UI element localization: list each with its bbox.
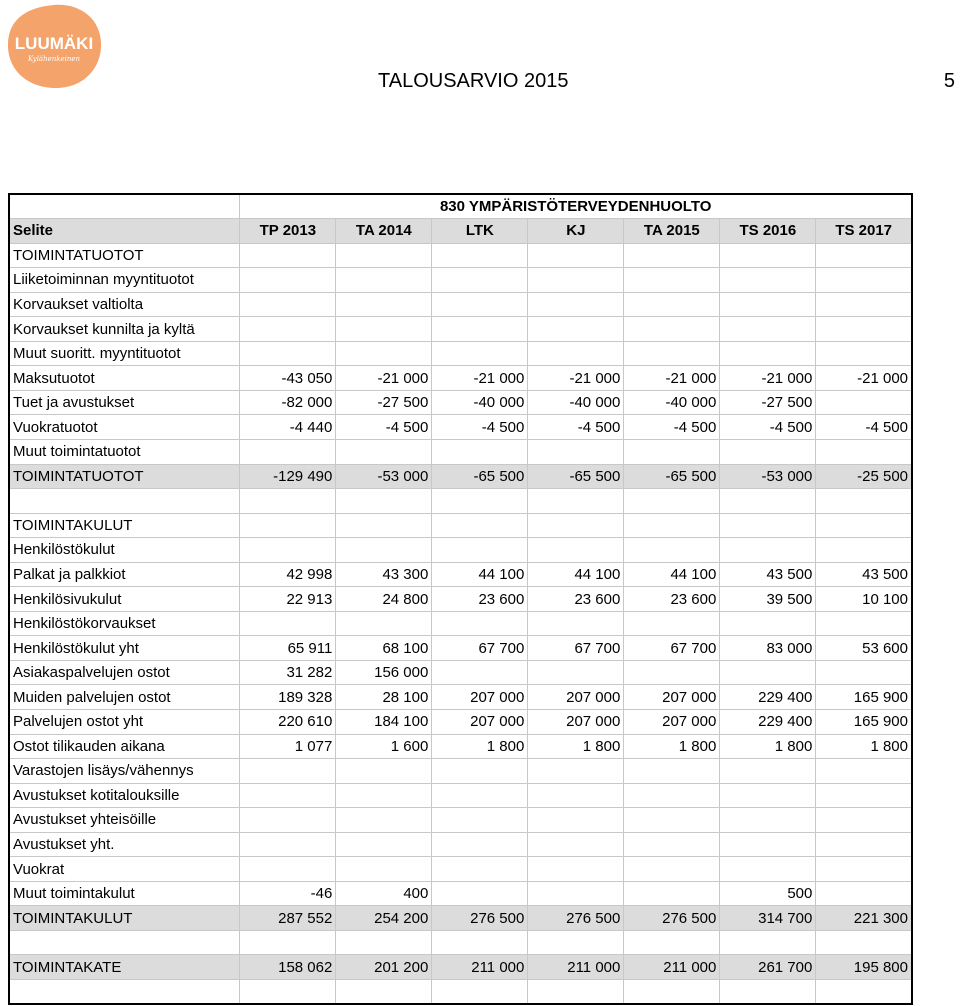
- value-cell: 500: [720, 881, 816, 906]
- value-cell: [816, 268, 912, 293]
- budget-table: [8, 193, 913, 1005]
- value-cell: 22 913: [240, 587, 336, 612]
- row-label: Vuokratuotot: [9, 415, 240, 440]
- value-cell: [336, 341, 432, 366]
- table-row: [9, 538, 912, 563]
- row-label: Muut toimintatuotot: [9, 439, 240, 464]
- table-row: [9, 783, 912, 808]
- luumaki-logo: [6, 3, 102, 89]
- value-cell: [624, 317, 720, 342]
- total-row: [9, 955, 912, 980]
- value-cell: -21 000: [816, 366, 912, 391]
- value-cell: 207 000: [528, 685, 624, 710]
- value-cell: [624, 660, 720, 685]
- value-cell: [528, 439, 624, 464]
- value-cell: -129 490: [240, 464, 336, 489]
- value-cell: 158 062: [240, 955, 336, 980]
- value-cell: 195 800: [816, 955, 912, 980]
- value-cell: 211 000: [432, 955, 528, 980]
- row-label: [9, 489, 240, 514]
- column-header: LTK: [432, 219, 528, 244]
- value-cell: [336, 857, 432, 882]
- row-label: Henkilösivukulut: [9, 587, 240, 612]
- value-cell: 10 100: [816, 587, 912, 612]
- value-cell: 165 900: [816, 709, 912, 734]
- value-cell: -4 500: [336, 415, 432, 440]
- table-row: [9, 341, 912, 366]
- value-cell: [336, 513, 432, 538]
- row-label: Vuokrat: [9, 857, 240, 882]
- value-cell: -4 500: [720, 415, 816, 440]
- value-cell: 1 800: [624, 734, 720, 759]
- value-cell: [432, 930, 528, 955]
- value-cell: [432, 341, 528, 366]
- value-cell: [528, 660, 624, 685]
- value-cell: -40 000: [528, 390, 624, 415]
- value-cell: [432, 243, 528, 268]
- value-cell: [432, 783, 528, 808]
- value-cell: [240, 513, 336, 538]
- column-header: KJ: [528, 219, 624, 244]
- value-cell: [336, 538, 432, 563]
- value-cell: 207 000: [624, 685, 720, 710]
- value-cell: [624, 881, 720, 906]
- value-cell: 287 552: [240, 906, 336, 931]
- row-label: TOIMINTATUOTOT: [9, 464, 240, 489]
- value-cell: -27 500: [336, 390, 432, 415]
- value-cell: [528, 489, 624, 514]
- row-label: TOIMINTAKULUT: [9, 906, 240, 931]
- row-label: Avustukset yhteisöille: [9, 808, 240, 833]
- value-cell: [720, 489, 816, 514]
- value-cell: [816, 759, 912, 784]
- value-cell: 31 282: [240, 660, 336, 685]
- value-cell: [720, 980, 816, 1005]
- value-cell: 207 000: [528, 709, 624, 734]
- value-cell: [816, 930, 912, 955]
- table-row: [9, 636, 912, 661]
- column-header: TA 2015: [624, 219, 720, 244]
- value-cell: 220 610: [240, 709, 336, 734]
- value-cell: [816, 489, 912, 514]
- value-cell: [720, 439, 816, 464]
- value-cell: 43 500: [816, 562, 912, 587]
- value-cell: [240, 611, 336, 636]
- value-cell: [624, 243, 720, 268]
- value-cell: [240, 243, 336, 268]
- column-header: Selite: [9, 219, 240, 244]
- value-cell: [816, 390, 912, 415]
- value-cell: 207 000: [432, 709, 528, 734]
- table-row: [9, 317, 912, 342]
- value-cell: -25 500: [816, 464, 912, 489]
- table-row: [9, 930, 912, 955]
- logo-tagline: Kylähenkeinen: [27, 55, 81, 63]
- value-cell: [528, 759, 624, 784]
- value-cell: -4 440: [240, 415, 336, 440]
- value-cell: [528, 268, 624, 293]
- value-cell: [816, 243, 912, 268]
- value-cell: -65 500: [528, 464, 624, 489]
- value-cell: [528, 243, 624, 268]
- value-cell: [432, 660, 528, 685]
- value-cell: [528, 611, 624, 636]
- logo-name: LUUMÄKI: [14, 34, 94, 53]
- value-cell: -21 000: [720, 366, 816, 391]
- column-header: TS 2017: [816, 219, 912, 244]
- value-cell: 211 000: [528, 955, 624, 980]
- value-cell: [528, 930, 624, 955]
- value-cell: 39 500: [720, 587, 816, 612]
- value-cell: [240, 832, 336, 857]
- value-cell: [528, 783, 624, 808]
- value-cell: 43 500: [720, 562, 816, 587]
- value-cell: 1 800: [816, 734, 912, 759]
- value-cell: 23 600: [432, 587, 528, 612]
- value-cell: -21 000: [336, 366, 432, 391]
- value-cell: 189 328: [240, 685, 336, 710]
- value-cell: [816, 341, 912, 366]
- value-cell: 68 100: [336, 636, 432, 661]
- row-label: Asiakaspalvelujen ostot: [9, 660, 240, 685]
- value-cell: [432, 317, 528, 342]
- table-row: [9, 685, 912, 710]
- value-cell: [720, 243, 816, 268]
- row-label: Varastojen lisäys/vähennys: [9, 759, 240, 784]
- value-cell: 276 500: [528, 906, 624, 931]
- table-row: [9, 734, 912, 759]
- value-cell: -21 000: [624, 366, 720, 391]
- value-cell: [624, 513, 720, 538]
- value-cell: -4 500: [816, 415, 912, 440]
- column-header: TS 2016: [720, 219, 816, 244]
- value-cell: [336, 243, 432, 268]
- value-cell: [240, 808, 336, 833]
- value-cell: [624, 783, 720, 808]
- value-cell: [432, 268, 528, 293]
- table-row: [9, 611, 912, 636]
- value-cell: [336, 489, 432, 514]
- value-cell: 43 300: [336, 562, 432, 587]
- value-cell: 1 600: [336, 734, 432, 759]
- total-row: [9, 464, 912, 489]
- table-row: [9, 832, 912, 857]
- table-row: [9, 292, 912, 317]
- value-cell: 221 300: [816, 906, 912, 931]
- value-cell: [816, 881, 912, 906]
- value-cell: [336, 268, 432, 293]
- value-cell: [528, 857, 624, 882]
- section-title: 830 YMPÄRISTÖTERVEYDENHUOLTO: [240, 194, 912, 219]
- value-cell: [816, 513, 912, 538]
- value-cell: 67 700: [432, 636, 528, 661]
- row-label: Korvaukset valtiolta: [9, 292, 240, 317]
- total-row: [9, 906, 912, 931]
- value-cell: [720, 292, 816, 317]
- value-cell: -53 000: [336, 464, 432, 489]
- value-cell: 400: [336, 881, 432, 906]
- row-label: Liiketoiminnan myyntituotot: [9, 268, 240, 293]
- value-cell: [816, 808, 912, 833]
- value-cell: [720, 832, 816, 857]
- value-cell: [816, 292, 912, 317]
- value-cell: [432, 881, 528, 906]
- value-cell: 229 400: [720, 709, 816, 734]
- value-cell: 23 600: [528, 587, 624, 612]
- row-label: Palkat ja palkkiot: [9, 562, 240, 587]
- value-cell: 67 700: [528, 636, 624, 661]
- value-cell: [240, 783, 336, 808]
- value-cell: [816, 611, 912, 636]
- value-cell: [720, 759, 816, 784]
- value-cell: [720, 660, 816, 685]
- value-cell: [816, 783, 912, 808]
- value-cell: [432, 611, 528, 636]
- value-cell: [528, 341, 624, 366]
- value-cell: -40 000: [624, 390, 720, 415]
- value-cell: 23 600: [624, 587, 720, 612]
- value-cell: -53 000: [720, 464, 816, 489]
- value-cell: 207 000: [624, 709, 720, 734]
- table-row: [9, 881, 912, 906]
- table-row: [9, 587, 912, 612]
- value-cell: [240, 930, 336, 955]
- value-cell: [528, 292, 624, 317]
- value-cell: [720, 268, 816, 293]
- row-label: Ostot tilikauden aikana: [9, 734, 240, 759]
- value-cell: [624, 832, 720, 857]
- value-cell: [240, 489, 336, 514]
- value-cell: [240, 538, 336, 563]
- value-cell: 314 700: [720, 906, 816, 931]
- value-cell: 67 700: [624, 636, 720, 661]
- value-cell: [816, 317, 912, 342]
- value-cell: [528, 513, 624, 538]
- value-cell: [336, 783, 432, 808]
- value-cell: 156 000: [336, 660, 432, 685]
- value-cell: [432, 759, 528, 784]
- row-label: TOIMINTATUOTOT: [9, 243, 240, 268]
- table-row: [9, 243, 912, 268]
- value-cell: [528, 881, 624, 906]
- value-cell: [336, 759, 432, 784]
- value-cell: 184 100: [336, 709, 432, 734]
- value-cell: [624, 439, 720, 464]
- value-cell: [240, 292, 336, 317]
- value-cell: 44 100: [624, 562, 720, 587]
- page-title: TALOUSARVIO 2015: [378, 70, 569, 92]
- value-cell: [720, 808, 816, 833]
- value-cell: [432, 808, 528, 833]
- value-cell: 276 500: [624, 906, 720, 931]
- value-cell: [432, 857, 528, 882]
- value-cell: -46: [240, 881, 336, 906]
- value-cell: [720, 317, 816, 342]
- value-cell: 44 100: [528, 562, 624, 587]
- value-cell: 53 600: [816, 636, 912, 661]
- value-cell: 83 000: [720, 636, 816, 661]
- value-cell: [720, 513, 816, 538]
- value-cell: [336, 980, 432, 1005]
- row-label: Muut suoritt. myyntituotot: [9, 341, 240, 366]
- table-row: [9, 366, 912, 391]
- value-cell: [240, 341, 336, 366]
- value-cell: 24 800: [336, 587, 432, 612]
- row-label: Henkilöstökulut: [9, 538, 240, 563]
- value-cell: 65 911: [240, 636, 336, 661]
- value-cell: [336, 930, 432, 955]
- value-cell: 1 800: [528, 734, 624, 759]
- table-row: [9, 980, 912, 1005]
- value-cell: [336, 317, 432, 342]
- value-cell: 1 800: [432, 734, 528, 759]
- value-cell: [816, 832, 912, 857]
- value-cell: 42 998: [240, 562, 336, 587]
- value-cell: [720, 538, 816, 563]
- value-cell: 1 077: [240, 734, 336, 759]
- value-cell: 1 800: [720, 734, 816, 759]
- row-label: TOIMINTAKULUT: [9, 513, 240, 538]
- table-row: [9, 808, 912, 833]
- row-label: Muut toimintakulut: [9, 881, 240, 906]
- value-cell: [816, 538, 912, 563]
- value-cell: -82 000: [240, 390, 336, 415]
- value-cell: 207 000: [432, 685, 528, 710]
- value-cell: -65 500: [624, 464, 720, 489]
- value-cell: [720, 930, 816, 955]
- value-cell: [624, 930, 720, 955]
- column-header-row: [9, 219, 912, 244]
- row-label: [9, 980, 240, 1005]
- value-cell: [624, 341, 720, 366]
- value-cell: [816, 857, 912, 882]
- value-cell: 254 200: [336, 906, 432, 931]
- value-cell: [816, 980, 912, 1005]
- row-label: Avustukset kotitalouksille: [9, 783, 240, 808]
- row-label: Avustukset yht.: [9, 832, 240, 857]
- value-cell: -4 500: [528, 415, 624, 440]
- table-row: [9, 759, 912, 784]
- table-row: [9, 513, 912, 538]
- value-cell: [432, 292, 528, 317]
- value-cell: [240, 439, 336, 464]
- value-cell: [816, 439, 912, 464]
- value-cell: [624, 292, 720, 317]
- value-cell: [624, 538, 720, 563]
- row-label: Muiden palvelujen ostot: [9, 685, 240, 710]
- value-cell: -65 500: [432, 464, 528, 489]
- value-cell: [720, 857, 816, 882]
- value-cell: [432, 832, 528, 857]
- row-label: TOIMINTAKATE: [9, 955, 240, 980]
- value-cell: 44 100: [432, 562, 528, 587]
- value-cell: -40 000: [432, 390, 528, 415]
- value-cell: [720, 611, 816, 636]
- value-cell: -27 500: [720, 390, 816, 415]
- row-label: Palvelujen ostot yht: [9, 709, 240, 734]
- value-cell: [528, 808, 624, 833]
- table-row: [9, 562, 912, 587]
- value-cell: [336, 439, 432, 464]
- value-cell: -43 050: [240, 366, 336, 391]
- value-cell: [432, 980, 528, 1005]
- value-cell: 229 400: [720, 685, 816, 710]
- value-cell: -21 000: [528, 366, 624, 391]
- value-cell: [528, 980, 624, 1005]
- table-row: [9, 489, 912, 514]
- value-cell: [336, 292, 432, 317]
- value-cell: [624, 268, 720, 293]
- value-cell: 165 900: [816, 685, 912, 710]
- value-cell: [240, 857, 336, 882]
- value-cell: [624, 489, 720, 514]
- value-cell: [336, 611, 432, 636]
- table-row: [9, 415, 912, 440]
- value-cell: 28 100: [336, 685, 432, 710]
- value-cell: 201 200: [336, 955, 432, 980]
- value-cell: [336, 832, 432, 857]
- value-cell: [336, 808, 432, 833]
- section-title-row: [9, 194, 912, 219]
- value-cell: 211 000: [624, 955, 720, 980]
- value-cell: 276 500: [432, 906, 528, 931]
- row-label: Henkilöstökorvaukset: [9, 611, 240, 636]
- table-row: [9, 709, 912, 734]
- table-row: [9, 390, 912, 415]
- value-cell: [624, 808, 720, 833]
- value-cell: [624, 611, 720, 636]
- table-row: [9, 660, 912, 685]
- table-row: [9, 268, 912, 293]
- value-cell: [528, 538, 624, 563]
- value-cell: [528, 317, 624, 342]
- value-cell: [240, 759, 336, 784]
- value-cell: -4 500: [432, 415, 528, 440]
- value-cell: -4 500: [624, 415, 720, 440]
- row-label: Henkilöstökulut yht: [9, 636, 240, 661]
- value-cell: [432, 489, 528, 514]
- row-label: Tuet ja avustukset: [9, 390, 240, 415]
- value-cell: [720, 783, 816, 808]
- value-cell: [240, 268, 336, 293]
- column-header: TP 2013: [240, 219, 336, 244]
- value-cell: [240, 317, 336, 342]
- value-cell: [624, 980, 720, 1005]
- value-cell: [528, 832, 624, 857]
- table-row: [9, 439, 912, 464]
- value-cell: 261 700: [720, 955, 816, 980]
- row-label: Maksutuotot: [9, 366, 240, 391]
- value-cell: [624, 759, 720, 784]
- value-cell: [624, 857, 720, 882]
- value-cell: [432, 513, 528, 538]
- page-number: 5: [943, 70, 955, 92]
- value-cell: [720, 341, 816, 366]
- row-label: Korvaukset kunnilta ja kyltä: [9, 317, 240, 342]
- value-cell: [240, 980, 336, 1005]
- table-row: [9, 857, 912, 882]
- value-cell: [432, 439, 528, 464]
- value-cell: -21 000: [432, 366, 528, 391]
- row-label: [9, 930, 240, 955]
- value-cell: [816, 660, 912, 685]
- column-header: TA 2014: [336, 219, 432, 244]
- value-cell: [432, 538, 528, 563]
